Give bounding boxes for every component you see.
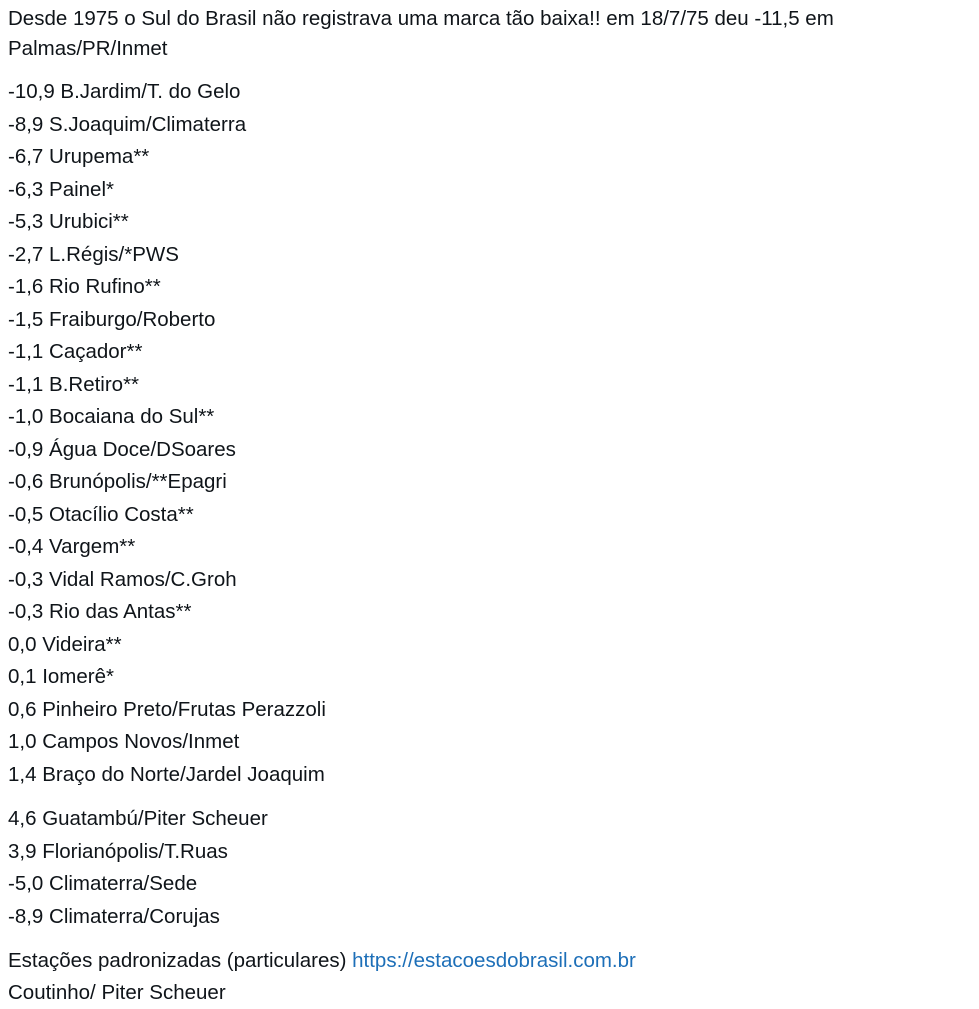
list-item: -1,0 Bocaiana do Sul**	[8, 405, 215, 428]
stations-link[interactable]: https://estacoesdobrasil.com.br	[352, 949, 636, 972]
list-item: -1,1 B.Retiro**	[8, 372, 140, 396]
list-item: -0,6 Brunópolis/**Epagri	[8, 470, 227, 493]
extra-readings-list	[8, 803, 971, 933]
list-item: 3,9 Florianópolis/T.Ruas	[8, 839, 228, 863]
list-item: -0,3 Vidal Ramos/C.Groh	[8, 567, 237, 591]
list-item: -0,9 Água Doce/DSoares	[8, 437, 236, 461]
list-item: -10,9 B.Jardim/T. do Gelo	[8, 80, 241, 103]
list-item: -8,9 S.Joaquim/Climaterra	[8, 112, 247, 136]
list-item: -2,7 L.Régis/*PWS	[8, 242, 179, 266]
list-item: -0,3 Rio das Antas**	[8, 600, 192, 623]
list-item: -0,5 Otacílio Costa**	[8, 502, 194, 526]
list-item: -5,0 Climaterra/Sede	[8, 872, 198, 895]
list-item: -1,6 Rio Rufino**	[8, 275, 161, 298]
list-item: -8,9 Climaterra/Corujas	[8, 904, 220, 928]
list-item: 4,6 Guatambú/Piter Scheuer	[8, 807, 268, 830]
list-item: -6,7 Urupema**	[8, 145, 150, 168]
list-item: -5,3 Urubici**	[8, 210, 129, 233]
list-item: 0,0 Videira**	[8, 632, 122, 656]
list-item: 0,6 Pinheiro Preto/Frutas Perazzoli	[8, 697, 326, 721]
post-intro-text: Desde 1975 o Sul do Brasil não registrava uma marca tão baixa!! em 18/7/75 deu -11,5 em Palmas/PR/Inmet	[8, 7, 834, 60]
post-footer	[8, 945, 971, 1009]
list-item: 1,4 Braço do Norte/Jardel Joaquim	[8, 762, 325, 786]
list-item: 1,0 Campos Novos/Inmet	[8, 730, 240, 753]
list-item: 0,1 Iomerê*	[8, 665, 114, 688]
stations-label: Estações padronizadas (particulares)	[8, 949, 353, 972]
list-item: -0,4 Vargem**	[8, 535, 136, 558]
list-item: -6,3 Painel*	[8, 177, 114, 201]
list-item: -1,5 Fraiburgo/Roberto	[8, 307, 216, 331]
temperature-readings-list	[8, 76, 971, 791]
credit-line: Coutinho/ Piter Scheuer	[8, 981, 226, 1004]
list-item: -1,1 Caçador**	[8, 340, 143, 363]
footer-line	[8, 945, 971, 977]
